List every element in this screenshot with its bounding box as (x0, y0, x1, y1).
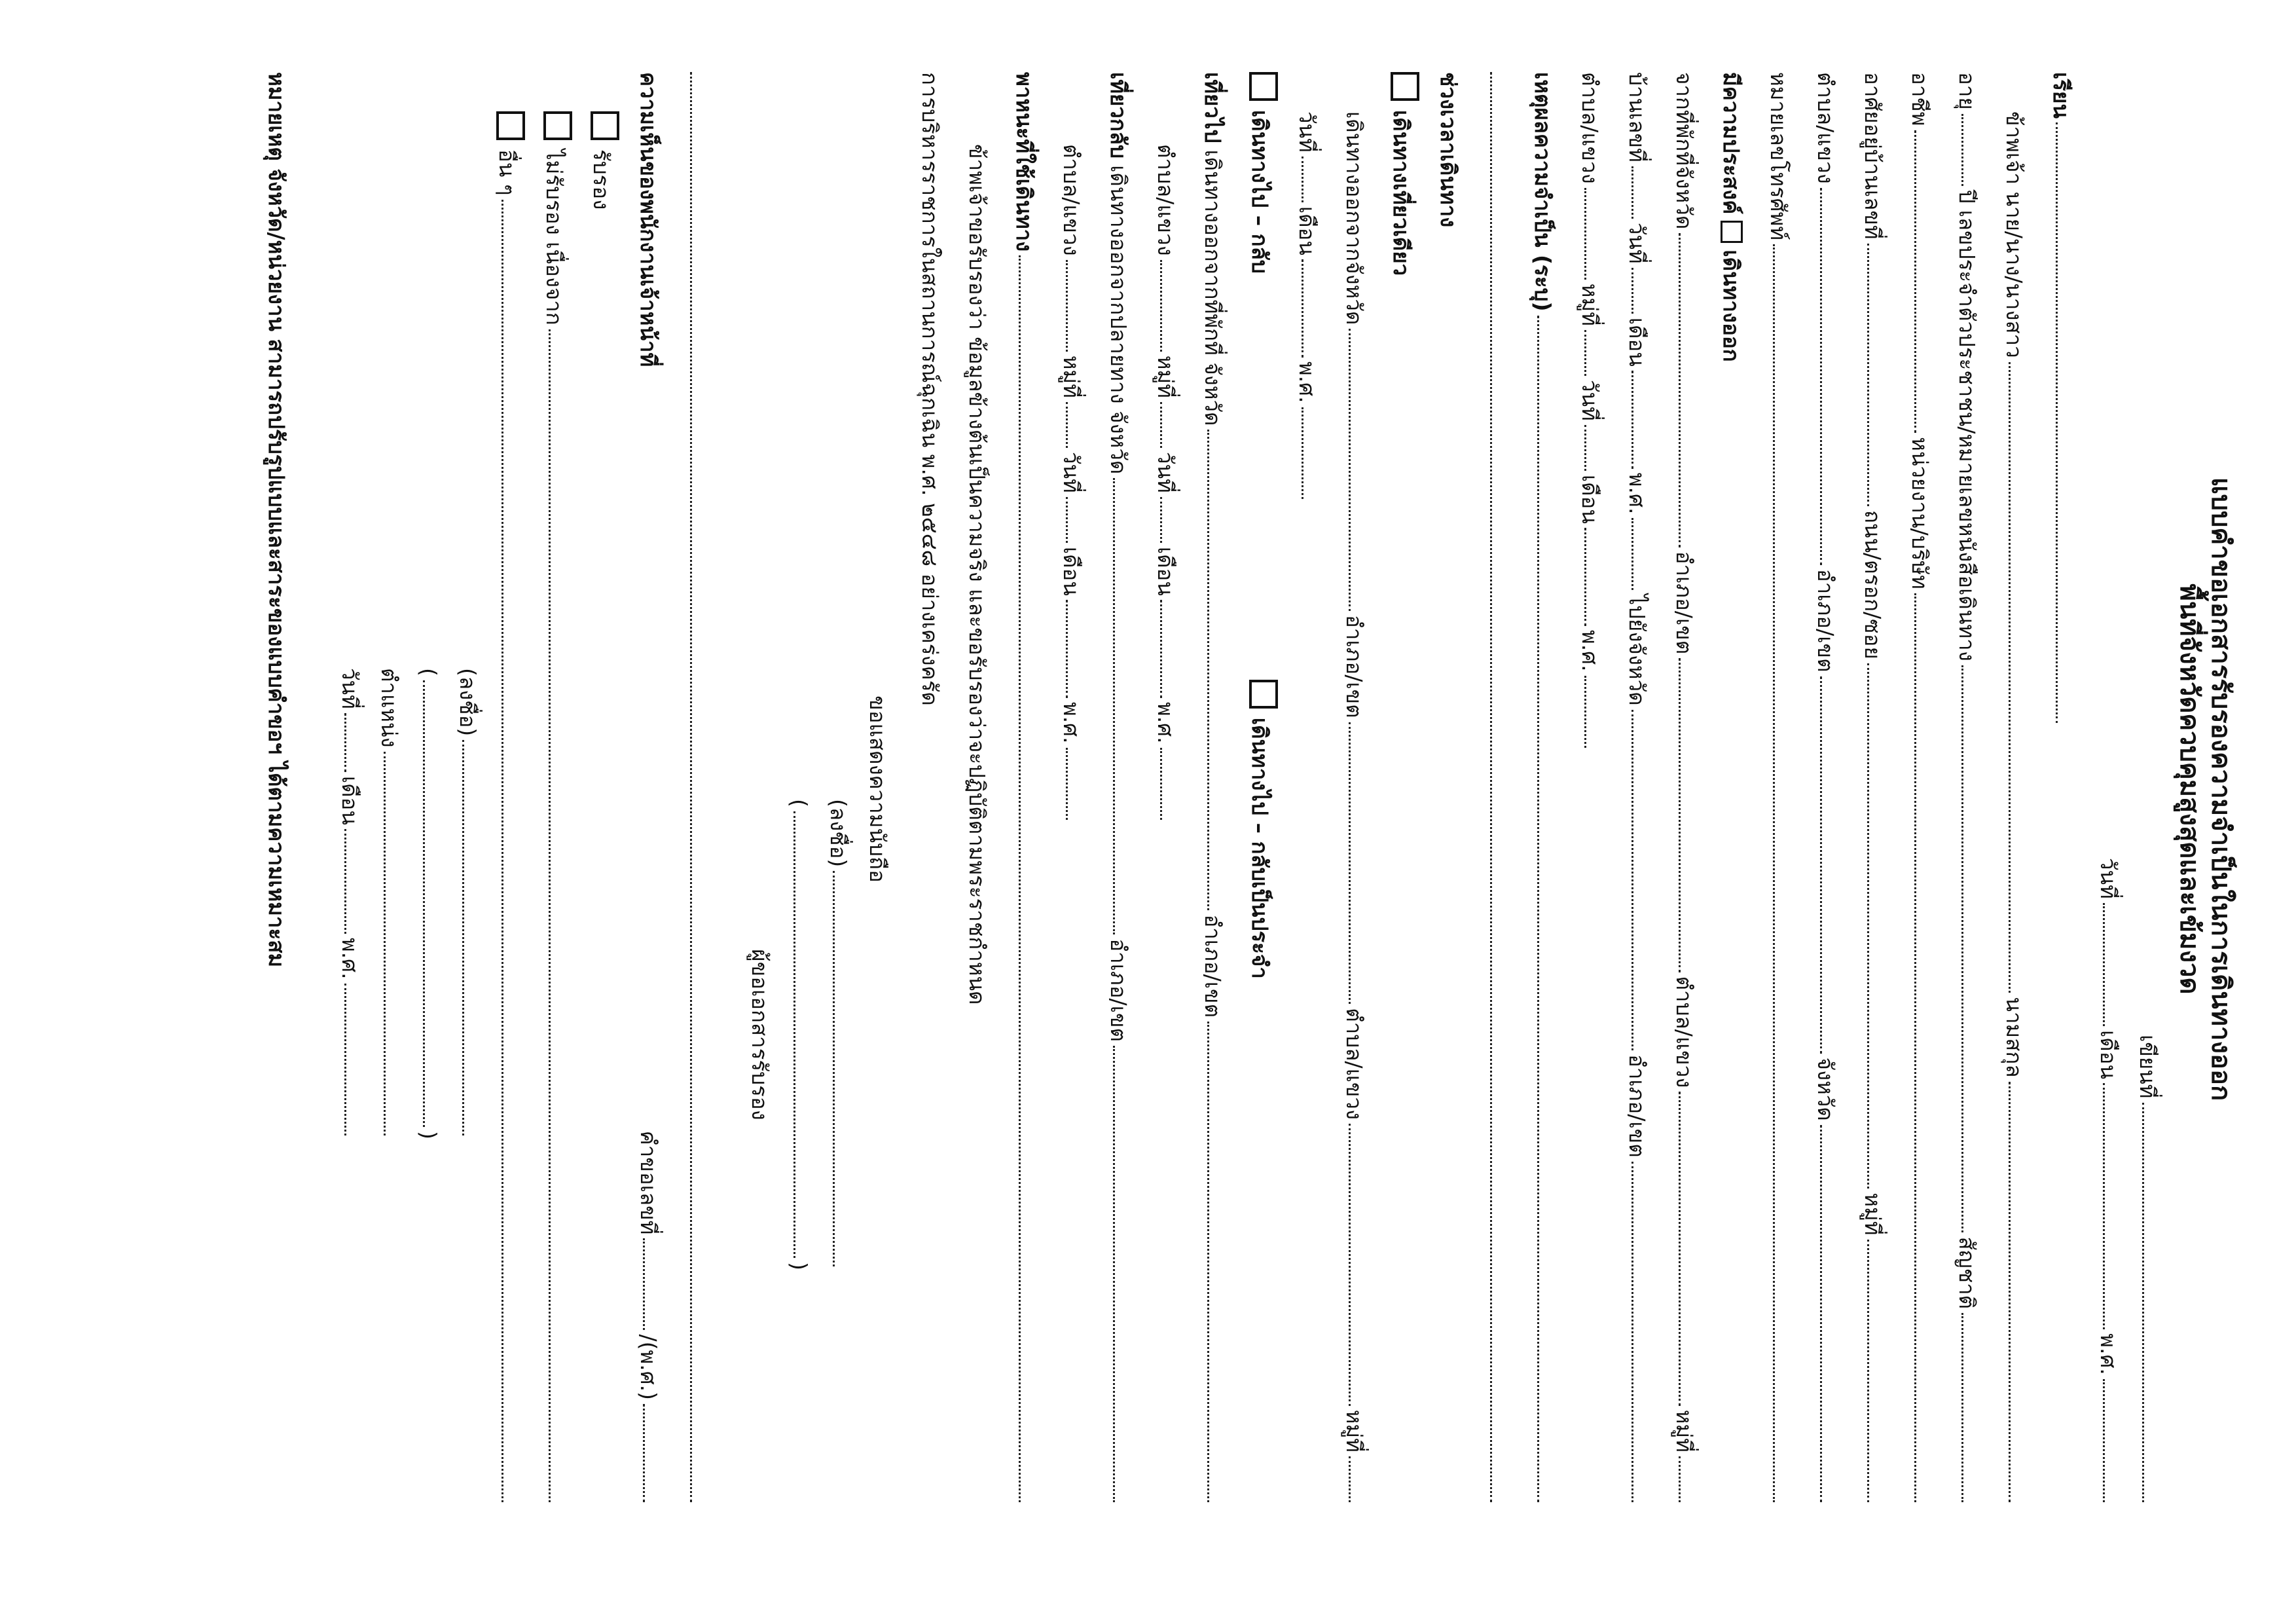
one-way-month-label: เดือน (1294, 206, 1320, 255)
reject-label: ไม่รับรอง เนื่องจาก (541, 149, 567, 325)
go-district-field[interactable] (1207, 1022, 1210, 1502)
purpose-heading: มีความประสงค์ (1719, 72, 1744, 215)
one-way-subdistrict-label: ตำบล/แขวง (1341, 1008, 1367, 1120)
officer-position-field[interactable] (384, 752, 386, 1135)
workplace-label: หน่วยงาน/บริษัท (1907, 437, 1933, 589)
return-day-field[interactable] (1066, 497, 1068, 543)
reason-field-line2[interactable] (1490, 72, 1493, 1502)
from-province-label: จากที่พักที่จังหวัด (1671, 72, 1697, 230)
one-way-subdistrict-field[interactable] (1349, 1124, 1351, 1406)
from-moo-label: หมู่ที่ (1671, 1409, 1697, 1453)
to-subdistrict-field[interactable] (1584, 188, 1587, 280)
date-day-label: วันที่ (2096, 858, 2121, 899)
road-label: ถนน/ตรอก/ซอย (1860, 509, 1886, 659)
go-province-field[interactable] (1207, 430, 1210, 910)
travel-out-label: เดินทางออก (1719, 249, 1744, 362)
one-way-month-field[interactable] (1302, 259, 1304, 358)
house-no-field[interactable] (1867, 244, 1870, 506)
declaration-line1: ข้าพเจ้าขอรับรองว่า ข้อมูลข้างต้นเป็นความจริง และขอรับรองว่าจะปฏิบัติตามพระราชกำหนด (964, 144, 990, 1005)
order-no-field[interactable] (643, 1238, 646, 1330)
round-trip-label: เดินทางไป – กลับ (1247, 110, 1273, 274)
from-province-field[interactable] (1679, 233, 1681, 547)
moo-label: หมู่ที่ (1860, 1192, 1886, 1236)
district-label: อำเภอ/เขต (1813, 568, 1838, 673)
nationality-label: สัญชาติ (1954, 1236, 1980, 1310)
subdistrict-field[interactable] (1820, 188, 1823, 565)
reject-reason-field[interactable] (549, 329, 551, 1502)
go-month-field[interactable] (1160, 600, 1163, 698)
from-district-label: อำเภอ/เขต (1671, 551, 1697, 655)
thanks-text: ขอแสดงความนับถือ (865, 695, 890, 883)
officer-month-field[interactable] (344, 829, 347, 934)
applicant-paren-close: ) (786, 1262, 812, 1270)
footer-note: หมายเหตุ จังหวัด/หน่วยงาน สามารถปรับรูปแบบและสาระของแบบคำขอฯ ได้ตามความเหมาะสม (264, 72, 289, 968)
purpose-month-label: เดือน (1624, 317, 1650, 367)
purpose-house-label: บ้านเลขที่ (1624, 72, 1650, 162)
purpose-year-field[interactable] (1631, 518, 1634, 590)
go-moo-field[interactable] (1160, 402, 1163, 448)
reject-checkbox[interactable] (543, 111, 572, 140)
road-field[interactable] (1867, 663, 1870, 1189)
officer-sign-label: (ลงชื่อ) (455, 668, 481, 737)
applicant-sign-field[interactable] (833, 871, 835, 1266)
purpose-day-field[interactable] (1631, 268, 1634, 314)
from-subdistrict-label: ตำบล/แขวง (1671, 976, 1697, 1088)
order-no-label: คำขอเลขที่ (636, 1130, 661, 1235)
round-trip-regular-checkbox[interactable] (1249, 680, 1278, 709)
to-subdistrict-label: ตำบล/แขวง (1577, 72, 1603, 184)
reason-label: เหตุผลความจำเป็น (ระบุ) (1530, 72, 1556, 312)
officer-month-label: เดือน (337, 775, 363, 825)
nationality-field[interactable] (1961, 1313, 1964, 1502)
applicant-name-field[interactable] (793, 811, 796, 1258)
round-trip-regular-label: เดินทางไป – กลับเป็นประจำ (1247, 717, 1273, 979)
form-subtitle: พื้นที่จังหวัดควบคุมสูงสุดและเข้มงวด (2174, 583, 2204, 995)
to-month-label: เดือน (1577, 474, 1603, 524)
subdistrict-label: ตำบล/แขวง (1813, 72, 1838, 184)
officer-heading: ความเห็นของพนักงานเจ้าหน้าที่ (636, 72, 661, 367)
return-month-label: เดือน (1059, 546, 1084, 596)
return-label: เที่ยวกลับ (1106, 72, 1131, 159)
to-province-label: ไปยังจังหวัด (1624, 594, 1650, 706)
from-subdistrict-field[interactable] (1679, 1092, 1681, 1405)
workplace-field[interactable] (1914, 593, 1917, 1502)
go-label: เที่ยวไป (1200, 72, 1226, 143)
vehicle-field[interactable] (1019, 255, 1021, 1502)
other-label: อื่น ๆ (494, 149, 520, 196)
one-way-desc: เดินทางออกจากจังหวัด (1341, 111, 1367, 325)
applicant-role: ผู้ขอเอกสารรับรอง (747, 949, 773, 1120)
district-field[interactable] (1820, 676, 1823, 1054)
go-day-label: วันที่ (1153, 452, 1178, 493)
phone-label: หมายเลขโทรศัพท์ (1766, 72, 1791, 241)
one-way-province-field[interactable] (1349, 329, 1351, 611)
go-month-label: เดือน (1153, 546, 1178, 596)
go-day-field[interactable] (1160, 497, 1163, 543)
officer-paren-open: ( (416, 668, 441, 676)
go-subdistrict-label: ตำบล/แขวง (1153, 144, 1178, 256)
age-field[interactable] (1961, 114, 1964, 186)
officer-paren-close: ) (416, 1131, 441, 1139)
go-year-label: พ.ศ. (1153, 701, 1178, 744)
reason-field[interactable] (1537, 316, 1540, 1502)
id-card-label: เลขประจำตัวประชาชน/หมายเลขหนังสือเดินทาง (1954, 210, 1980, 661)
to-day-label: วันที่ (1577, 380, 1603, 421)
go-district-label: อำเภอ/เขต (1200, 914, 1226, 1018)
approve-label: รับรอง (589, 149, 614, 210)
other-checkbox[interactable] (496, 111, 525, 140)
officer-year-label: พ.ศ. (337, 937, 363, 980)
written-at-field[interactable] (2142, 1103, 2145, 1503)
province-field[interactable] (1820, 1125, 1823, 1502)
declaration-line2: การบริหารราชการในสถานการณ์ฉุกเฉิน พ.ศ. ๒๕๔๘ อย่างเคร่งครัด (917, 72, 943, 706)
written-at-label: เขียนที่ (2135, 1035, 2160, 1099)
date-month-field[interactable] (2103, 1083, 2105, 1329)
to-field[interactable] (2056, 122, 2058, 723)
occupation-label: อาชีพ (1907, 72, 1933, 126)
go-desc: เดินทางออกจากที่พักที่ จังหวัด (1200, 149, 1226, 426)
one-way-checkbox[interactable] (1391, 72, 1419, 101)
name-label: ข้าพเจ้า นาย/นาง/นางสาว (2001, 111, 2027, 358)
officer-year-field[interactable] (344, 984, 347, 1135)
one-way-day-label: วันที่ (1294, 111, 1320, 153)
vehicle-label: พาหนะที่ใช้เดินทาง (1011, 72, 1037, 252)
officer-position-label: ตำแหน่ง (376, 668, 402, 748)
order-no-suffix: /(พ.ศ.) (636, 1334, 661, 1400)
from-moo-field[interactable] (1679, 1456, 1681, 1502)
date-year-field[interactable] (2103, 1379, 2105, 1502)
id-card-field[interactable] (1961, 665, 1964, 1233)
province-label: จังหวัด (1813, 1057, 1838, 1121)
return-month-field[interactable] (1066, 600, 1068, 698)
applicant-sign-label: (ลงชื่อ) (826, 799, 851, 868)
phone-field[interactable] (1773, 244, 1776, 1502)
return-moo-field[interactable] (1066, 402, 1068, 448)
return-day-label: วันที่ (1059, 452, 1084, 493)
surname-field[interactable] (2009, 1082, 2011, 1502)
applicant-paren-open: ( (786, 799, 812, 807)
one-way-district-field[interactable] (1349, 722, 1351, 1005)
to-district-field[interactable] (1631, 1162, 1634, 1502)
return-year-label: พ.ศ. (1059, 701, 1084, 744)
to-district-label: อำเภอ/เขต (1624, 1054, 1650, 1158)
return-subdistrict-label: ตำบล/แขวง (1059, 144, 1084, 256)
return-province-field[interactable] (1113, 478, 1116, 934)
one-way-year-field[interactable] (1302, 407, 1304, 499)
to-moo-field[interactable] (1584, 330, 1587, 376)
to-year-label: พ.ศ. (1577, 629, 1603, 672)
other-field[interactable] (501, 200, 504, 1502)
to-label: เรียน (2049, 72, 2074, 119)
to-month-field[interactable] (1584, 528, 1587, 626)
purpose-year-label: พ.ศ. (1624, 472, 1650, 515)
order-year-field[interactable] (643, 1404, 646, 1502)
officer-sign-field[interactable] (462, 740, 465, 1135)
return-moo-label: หมู่ที่ (1059, 355, 1084, 398)
date-month-label: เดือน (2096, 1029, 2121, 1080)
officer-day-label: วันที่ (337, 668, 363, 709)
name-field[interactable] (2009, 362, 2011, 993)
moo-field[interactable] (1867, 1240, 1870, 1502)
return-subdistrict-field[interactable] (1066, 260, 1068, 352)
officer-day-field[interactable] (344, 713, 347, 772)
return-year-field[interactable] (1066, 748, 1068, 820)
one-way-label: เดินทางเที่ยวเดียว (1389, 110, 1414, 276)
one-way-day-field[interactable] (1302, 157, 1304, 202)
age-label: อายุ (1954, 72, 1980, 110)
return-desc: เดินทางออกจากปลายทาง จังหวัด (1106, 165, 1131, 475)
occupation-field[interactable] (1914, 130, 1917, 434)
from-district-field[interactable] (1679, 658, 1681, 972)
one-way-year-label: พ.ศ. (1294, 361, 1320, 403)
go-year-field[interactable] (1160, 748, 1163, 820)
purpose-month-field[interactable] (1631, 371, 1634, 469)
to-province-field[interactable] (1631, 710, 1634, 1050)
return-district-label: อำเภอ/เขต (1106, 938, 1131, 1042)
date-day-field[interactable] (2103, 903, 2105, 1026)
round-trip-checkbox[interactable] (1249, 72, 1278, 101)
travel-out-checkbox[interactable] (1721, 221, 1743, 243)
date-year-label: พ.ศ. (2096, 1333, 2121, 1375)
surname-label: นามสกุล (2001, 997, 2027, 1078)
return-district-field[interactable] (1113, 1046, 1116, 1502)
officer-name-field[interactable] (423, 680, 426, 1127)
age-unit: ปี (1954, 189, 1980, 204)
separator-line (690, 72, 693, 1502)
form-title: แบบคำขอเอกสารรับรองความจำเป็นในการเดินทางออก (2206, 477, 2236, 1101)
go-moo-label: หมู่ที่ (1153, 355, 1178, 398)
to-moo-label: หมู่ที่ (1577, 283, 1603, 326)
one-way-district-label: อำเภอ/เขต (1341, 615, 1367, 718)
go-subdistrict-field[interactable] (1160, 260, 1163, 352)
approve-checkbox[interactable] (591, 111, 619, 140)
one-way-moo-field[interactable] (1349, 1456, 1351, 1502)
purpose-day-label: วันที่ (1624, 222, 1650, 264)
to-year-field[interactable] (1584, 676, 1587, 748)
period-heading: ช่วงเวลาเดินทาง (1436, 72, 1461, 228)
one-way-moo-label: หมู่ที่ (1341, 1409, 1367, 1452)
house-no-label: อาศัยอยู่บ้านเลขที่ (1860, 72, 1886, 240)
to-day-field[interactable] (1584, 425, 1587, 471)
purpose-house-field[interactable] (1631, 166, 1634, 219)
